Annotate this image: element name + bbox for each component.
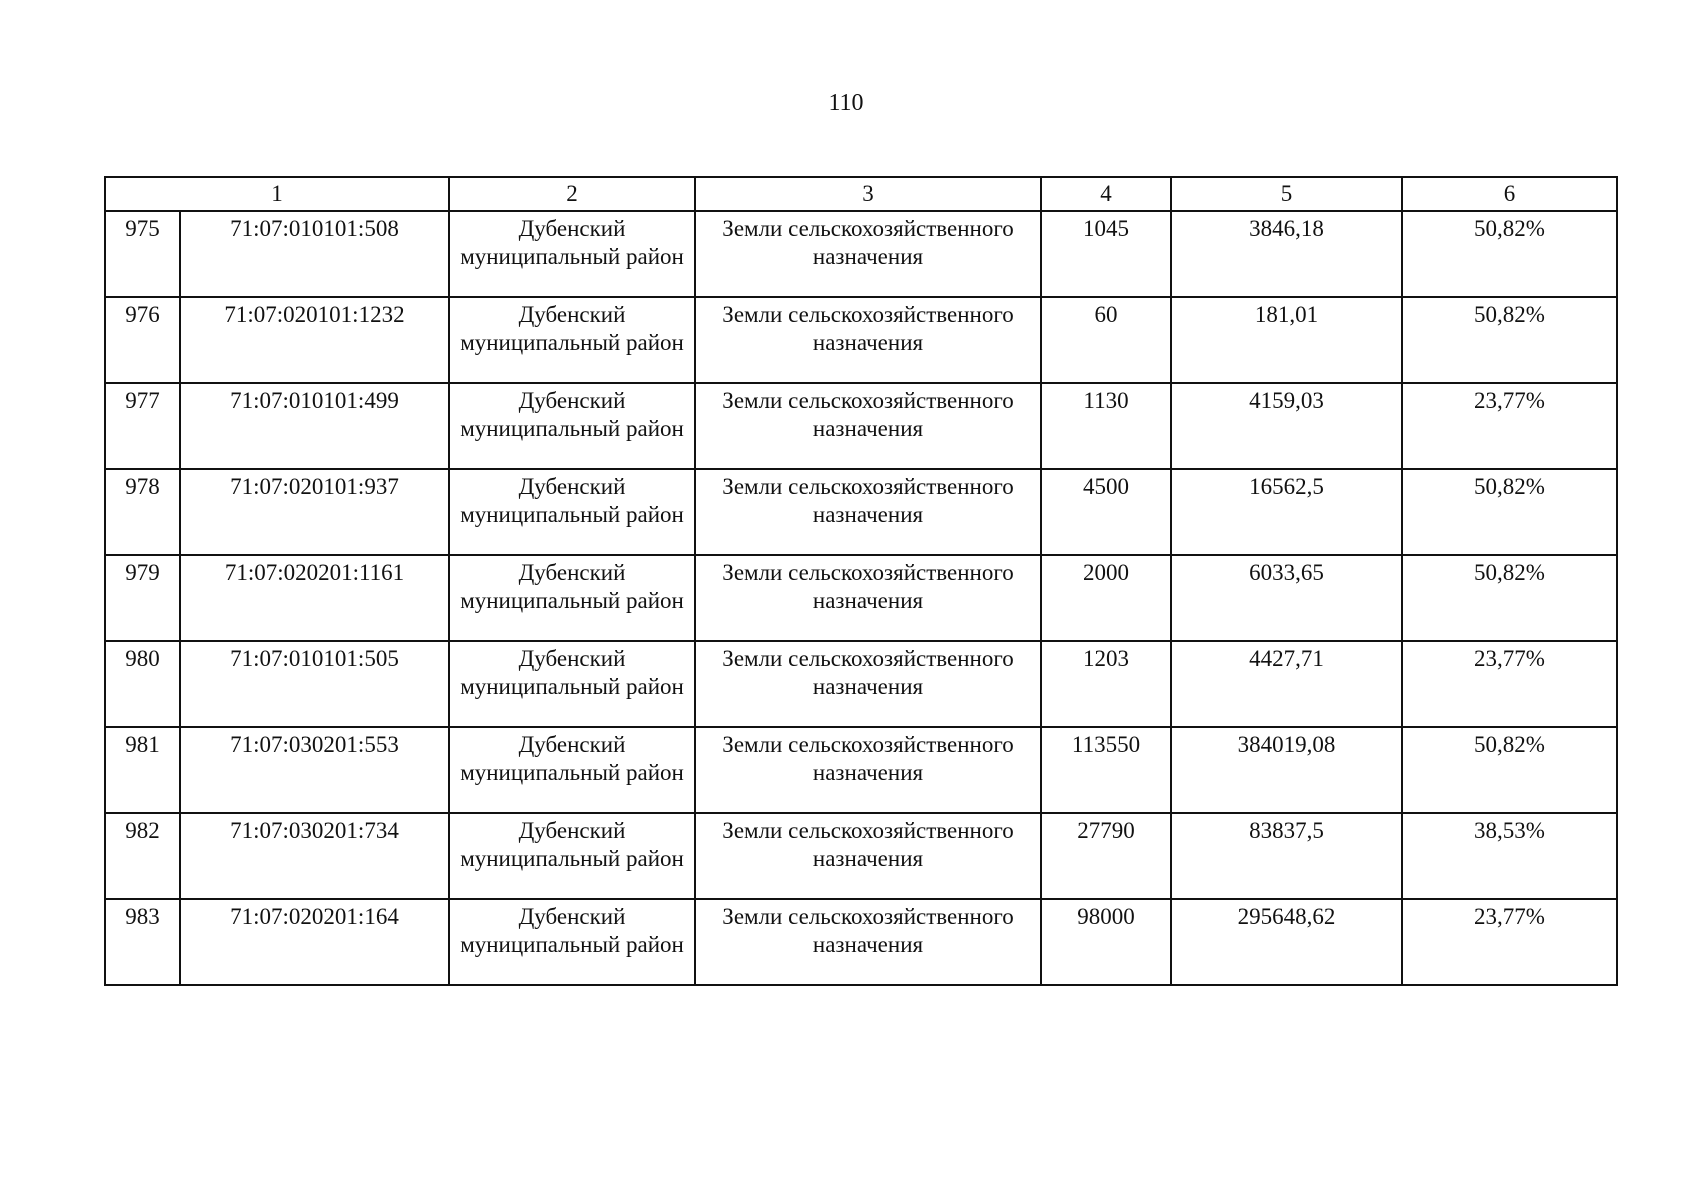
cadastral-number-cell: 71:07:020201:164	[180, 899, 449, 985]
district-cell: Дубенский муниципальный район	[449, 383, 695, 469]
cadastral-number-cell: 71:07:020101:1232	[180, 297, 449, 383]
land-category-cell: Земли сельскохозяйственного назначения	[695, 555, 1041, 641]
area-cell: 27790	[1041, 813, 1171, 899]
header-col-3: 3	[695, 177, 1041, 211]
district-cell: Дубенский муниципальный район	[449, 813, 695, 899]
table-header	[105, 177, 1617, 211]
cadastral-number-cell: 71:07:010101:499	[180, 383, 449, 469]
district-cell: Дубенский муниципальный район	[449, 211, 695, 297]
area-cell: 2000	[1041, 555, 1171, 641]
table-row	[105, 899, 1617, 985]
district-cell: Дубенский муниципальный район	[449, 555, 695, 641]
percent-cell: 50,82%	[1402, 727, 1617, 813]
header-col-2: 2	[449, 177, 695, 211]
table-row	[105, 211, 1617, 297]
land-category-cell: Земли сельскохозяйственного назначения	[695, 383, 1041, 469]
land-category-cell: Земли сельскохозяйственного назначения	[695, 813, 1041, 899]
percent-cell: 23,77%	[1402, 899, 1617, 985]
area-cell: 1130	[1041, 383, 1171, 469]
table-row	[105, 469, 1617, 555]
table-row	[105, 641, 1617, 727]
row-number-cell: 977	[105, 383, 180, 469]
row-number-cell: 975	[105, 211, 180, 297]
area-cell: 4500	[1041, 469, 1171, 555]
land-category-cell: Земли сельскохозяйственного назначения	[695, 899, 1041, 985]
area-cell: 60	[1041, 297, 1171, 383]
area-cell: 98000	[1041, 899, 1171, 985]
row-number-cell: 982	[105, 813, 180, 899]
value-cell: 4159,03	[1171, 383, 1402, 469]
value-cell: 181,01	[1171, 297, 1402, 383]
area-cell: 113550	[1041, 727, 1171, 813]
header-col-4: 4	[1041, 177, 1171, 211]
percent-cell: 23,77%	[1402, 383, 1617, 469]
value-cell: 3846,18	[1171, 211, 1402, 297]
header-col-6: 6	[1402, 177, 1617, 211]
cadastral-number-cell: 71:07:030201:734	[180, 813, 449, 899]
row-number-cell: 983	[105, 899, 180, 985]
value-cell: 16562,5	[1171, 469, 1402, 555]
table-body	[105, 211, 1617, 985]
percent-cell: 50,82%	[1402, 469, 1617, 555]
district-cell: Дубенский муниципальный район	[449, 727, 695, 813]
percent-cell: 50,82%	[1402, 297, 1617, 383]
percent-cell: 38,53%	[1402, 813, 1617, 899]
land-category-cell: Земли сельскохозяйственного назначения	[695, 211, 1041, 297]
cadastral-number-cell: 71:07:030201:553	[180, 727, 449, 813]
value-cell: 384019,08	[1171, 727, 1402, 813]
table-row	[105, 555, 1617, 641]
district-cell: Дубенский муниципальный район	[449, 297, 695, 383]
table-row	[105, 383, 1617, 469]
row-number-cell: 981	[105, 727, 180, 813]
land-category-cell: Земли сельскохозяйственного назначения	[695, 469, 1041, 555]
area-cell: 1203	[1041, 641, 1171, 727]
header-col-5: 5	[1171, 177, 1402, 211]
table-row	[105, 297, 1617, 383]
row-number-cell: 976	[105, 297, 180, 383]
row-number-cell: 980	[105, 641, 180, 727]
header-col-1: 1	[105, 177, 449, 211]
land-plots-table	[104, 176, 1618, 986]
district-cell: Дубенский муниципальный район	[449, 899, 695, 985]
table-row	[105, 727, 1617, 813]
district-cell: Дубенский муниципальный район	[449, 469, 695, 555]
row-number-cell: 979	[105, 555, 180, 641]
row-number-cell: 978	[105, 469, 180, 555]
land-category-cell: Земли сельскохозяйственного назначения	[695, 297, 1041, 383]
area-cell: 1045	[1041, 211, 1171, 297]
value-cell: 6033,65	[1171, 555, 1402, 641]
land-category-cell: Земли сельскохозяйственного назначения	[695, 727, 1041, 813]
cadastral-number-cell: 71:07:010101:508	[180, 211, 449, 297]
percent-cell: 23,77%	[1402, 641, 1617, 727]
value-cell: 4427,71	[1171, 641, 1402, 727]
header-row	[105, 177, 1617, 211]
cadastral-number-cell: 71:07:020101:937	[180, 469, 449, 555]
land-category-cell: Земли сельскохозяйственного назначения	[695, 641, 1041, 727]
cadastral-number-cell: 71:07:010101:505	[180, 641, 449, 727]
value-cell: 295648,62	[1171, 899, 1402, 985]
percent-cell: 50,82%	[1402, 211, 1617, 297]
district-cell: Дубенский муниципальный район	[449, 641, 695, 727]
page-number: 110	[828, 90, 864, 116]
cadastral-number-cell: 71:07:020201:1161	[180, 555, 449, 641]
table-row	[105, 813, 1617, 899]
value-cell: 83837,5	[1171, 813, 1402, 899]
percent-cell: 50,82%	[1402, 555, 1617, 641]
